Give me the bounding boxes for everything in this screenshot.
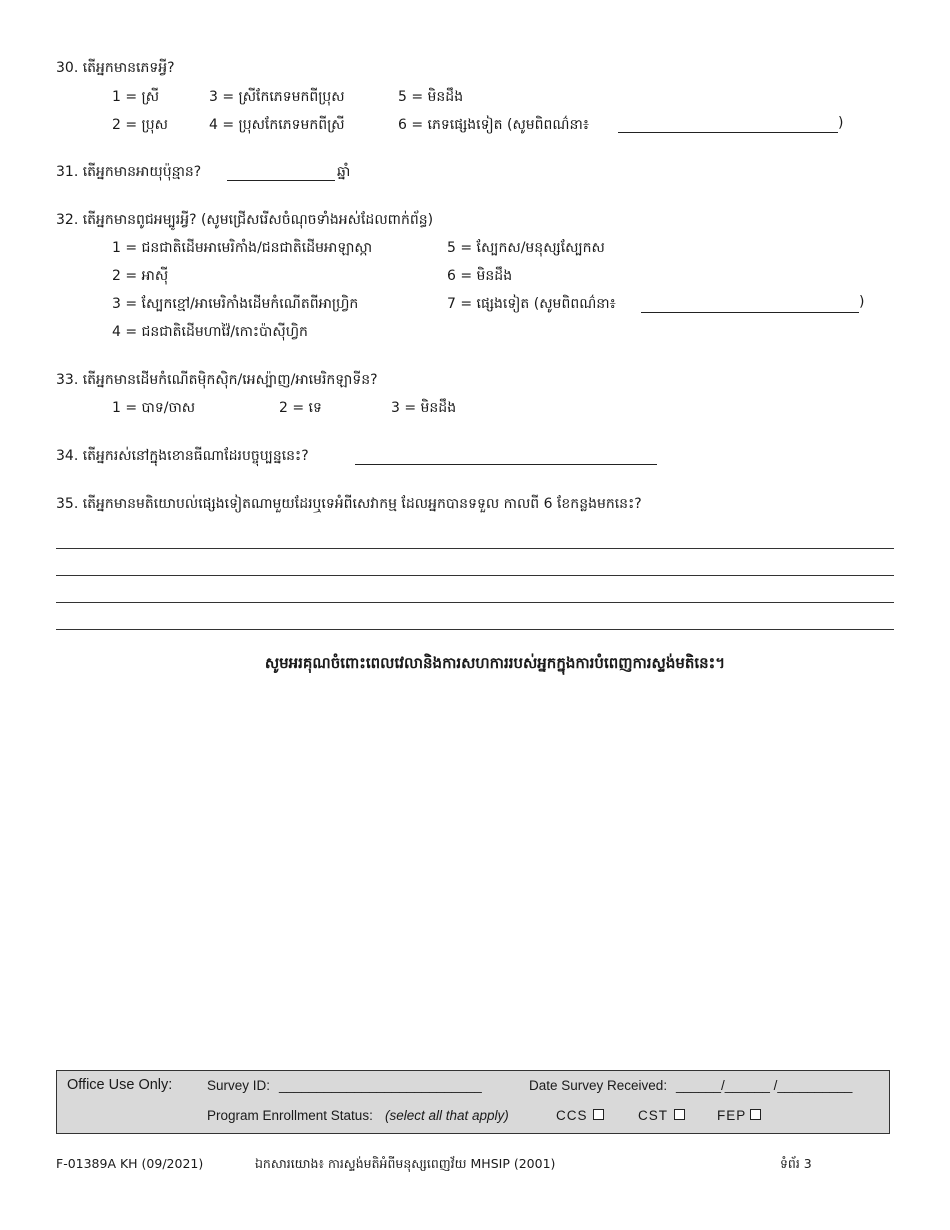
q32-option-5: 5 = ស្បែកស/មនុស្សស្បែកស: [447, 240, 605, 256]
q35-answer-line-2[interactable]: [56, 575, 894, 576]
q35-answer-line-1[interactable]: [56, 548, 894, 549]
q32-option-2: 2 = អាស៊ី: [112, 268, 169, 284]
program-ccs-label: CCS: [556, 1108, 588, 1123]
q30-option-1: 1 = ស្រី: [112, 89, 160, 105]
q32-close-paren: ): [859, 294, 865, 310]
program-cst-label: CST: [638, 1108, 668, 1123]
q30-close-paren: ): [838, 115, 844, 131]
q32-option-7: 7 = ផ្សេងទៀត (សូមពិពណ៌នា៖: [447, 296, 616, 312]
q33-label: 33. តើអ្នកមានដើមកំណើតម៉ិកស៊ិក/អេស្ប៉ាញ/អាមេរិកឡាទីន?: [56, 372, 378, 388]
q32-option-3: 3 = ស្បែកខ្មៅ/អាមេរិកាំងដើមកំណើតពីអាហ្វ្រិក: [112, 296, 359, 312]
program-fep-checkbox[interactable]: [750, 1109, 761, 1120]
q35-answer-line-3[interactable]: [56, 602, 894, 603]
footer-doc-title: ឯកសារយោង៖ ការស្ទង់មតិអំពីមនុស្សពេញវ័យ MHSIP (2001): [255, 1156, 556, 1171]
q35-label: 35. តើអ្នកមានមតិយោបល់ផ្សេងទៀតណាមួយដែរឬទេអំពីសេវាកម្ម ដែលអ្នកបានទទួល កាលពី 6 ខែកន្លងមកនេះ?: [56, 496, 642, 512]
office-use-box: [56, 1070, 890, 1134]
program-ccs-checkbox[interactable]: [593, 1109, 604, 1120]
date-received-label: Date Survey Received:: [529, 1078, 668, 1093]
q35-answer-line-4[interactable]: [56, 629, 894, 630]
q30-label: 30. តើអ្នកមានភេទអ្វី?: [56, 60, 175, 76]
q30-option-3: 3 = ស្រីកែភេទមកពីប្រុស: [209, 89, 345, 105]
survey-id-field[interactable]: ___________________________: [279, 1078, 482, 1093]
q30-option-2: 2 = ប្រុស: [112, 117, 168, 133]
program-cst-checkbox[interactable]: [674, 1109, 685, 1120]
q32-option-4: 4 = ជនជាតិដើមហាវ៉ៃ/កោះប៉ាស៊ីហ្វិក: [112, 324, 308, 340]
q33-option-1: 1 = បាទ/ចាស: [112, 400, 196, 416]
q30-option-5: 5 = មិនដឹង: [398, 89, 464, 105]
q30-describe-field[interactable]: [618, 132, 838, 133]
enrollment-hint: (select all that apply): [385, 1108, 509, 1123]
program-fep-label: FEP: [717, 1108, 747, 1123]
q32-describe-field[interactable]: [641, 312, 859, 313]
q34-county-field[interactable]: [355, 464, 657, 465]
date-received-field[interactable]: ______/______ /__________: [676, 1078, 853, 1093]
footer-page-number: ទំព័រ 3: [780, 1156, 812, 1171]
footer-form-id: F-01389A KH (09/2021): [56, 1156, 204, 1171]
q31-years-suffix: ឆ្នាំ: [337, 164, 351, 180]
q31-age-field[interactable]: [227, 180, 335, 181]
q33-option-3: 3 = មិនដឹង: [391, 400, 457, 416]
q30-option-4: 4 = ប្រុសកែភេទមកពីស្រី: [209, 117, 345, 133]
q32-label: 32. តើអ្នកមានពូជអម្បូរអ្វី? (សូមជ្រើសរើសចំណុចទាំងអស់ដែលពាក់ព័ន្ធ): [56, 212, 434, 228]
q34-label: 34. តើអ្នករស់នៅក្នុងខោនធីណាដែរបច្ចុប្បន្ននេះ?: [56, 448, 309, 464]
q30-option-6: 6 = ភេទផ្សេងទៀត (សូមពិពណ៌នា៖: [398, 117, 590, 133]
survey-id-label: Survey ID:: [207, 1078, 271, 1093]
office-use-title: Office Use Only:: [67, 1077, 173, 1093]
enrollment-status-label: Program Enrollment Status:: [207, 1108, 373, 1123]
q31-label: 31. តើអ្នកមានអាយុប៉ុន្មាន?: [56, 164, 202, 180]
q32-option-1: 1 = ជនជាតិដើមអាមេរិកាំង/ជនជាតិដើមអាឡាស្កា: [112, 240, 373, 256]
q33-option-2: 2 = ទេ: [279, 400, 322, 416]
q32-option-6: 6 = មិនដឹង: [447, 268, 513, 284]
thank-you-note: សូមអរគុណចំពោះពេលវេលានិងការសហការរបស់អ្នកក្នុងការបំពេញការស្ទង់មតិនេះ។: [264, 654, 726, 672]
